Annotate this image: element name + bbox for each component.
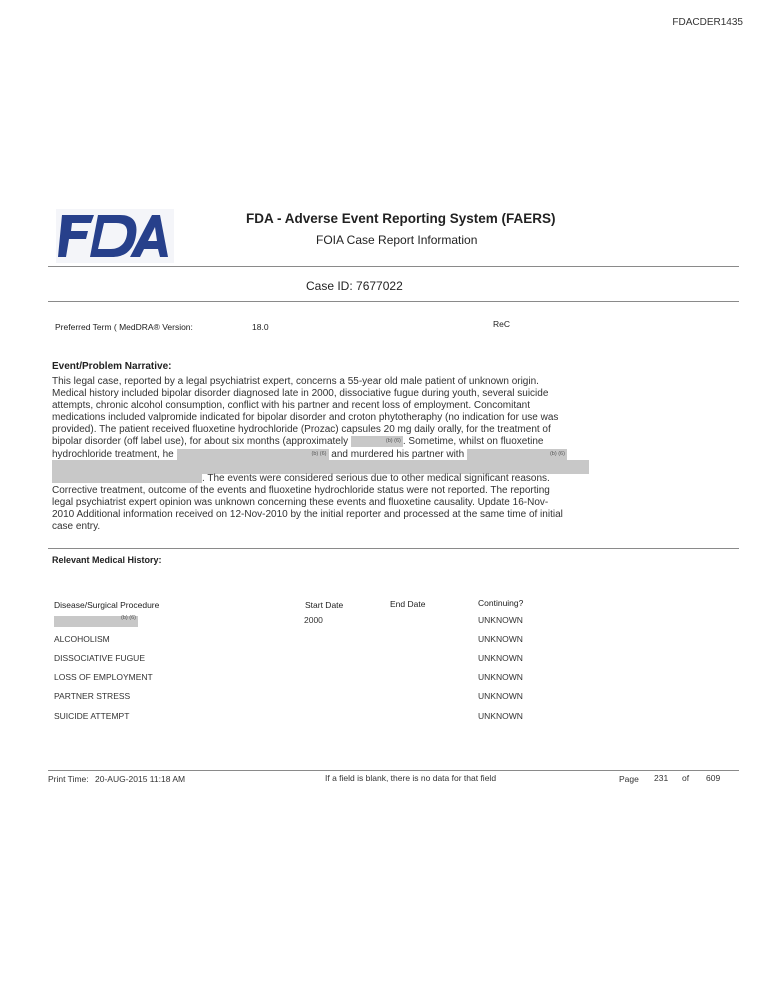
redaction-box: [351, 436, 403, 447]
case-id-value: 7677022: [356, 279, 403, 293]
narrative-line: [52, 473, 612, 485]
fda-logo: [56, 209, 174, 263]
table-row: [54, 672, 574, 686]
table-row: [54, 711, 574, 725]
col-continuing: Continuing?: [478, 598, 524, 608]
page-total: 609: [706, 773, 721, 783]
table-row: [54, 653, 574, 667]
disease-cell: LOSS OF EMPLOYMENT: [54, 672, 153, 682]
history-heading: Relevant Medical History:: [52, 555, 162, 565]
narrative-text-segment: hydrochloride treatment, he: [52, 448, 174, 460]
narrative-line: Corrective treatment, outcome of the events and fluoxetine hydrochloride status were not reported. The reporting: [52, 484, 550, 496]
redaction-tag: (b) (6): [121, 615, 136, 621]
continuing-cell: UNKNOWN: [478, 672, 523, 682]
narrative-line: [52, 436, 612, 448]
narrative-text: [52, 376, 612, 533]
narrative-divider: [48, 548, 739, 549]
meddra-version: 18.0: [252, 322, 269, 332]
print-time-label: Print Time:: [48, 774, 89, 784]
continuing-cell: UNKNOWN: [478, 615, 523, 625]
footer-divider: [48, 770, 739, 771]
start-date-cell: 2000: [304, 615, 323, 625]
case-id-label: Case ID:: [306, 279, 353, 293]
narrative-line: This legal case, reported by a legal psychiatrist expert, concerns a 55-year old male patient of unknown origin.: [52, 376, 539, 387]
narrative-line: case entry.: [52, 521, 101, 533]
table-row: [54, 691, 574, 705]
continuing-cell: UNKNOWN: [478, 691, 523, 701]
narrative-text-segment: . The events were considered serious due to other medical significant reasons.: [202, 472, 550, 484]
report-subtitle: FOIA Case Report Information: [316, 233, 478, 247]
disease-cell: SUICIDE ATTEMPT: [54, 711, 130, 721]
narrative-line: attempts, chronic alcohol consumption, conflict with his partner and recent loss of employment. Concomitant: [52, 400, 531, 412]
redaction-box: [52, 471, 202, 483]
preferred-term-label: Preferred Term ( MedDRA® Version:: [55, 322, 193, 332]
page-number: 231: [654, 773, 669, 783]
print-time: [48, 774, 185, 784]
narrative-text-segment: and murdered his partner with: [331, 448, 465, 460]
disease-cell: ALCOHOLISM: [54, 634, 110, 644]
redaction-box: [177, 449, 329, 460]
redaction-tag: (b) (6): [549, 450, 565, 457]
case-divider: [48, 301, 739, 302]
col-start-date: Start Date: [305, 600, 344, 610]
narrative-line: 2010 Additional information received on 12-Nov-2010 by the initial reporter and processed at the same time of initial: [52, 509, 563, 521]
redaction-tag: (b) (6): [385, 438, 401, 445]
table-row: [54, 634, 574, 648]
narrative-text-segment: . Sometime, whilst on fluoxetine: [402, 436, 544, 448]
disease-cell: PARTNER STRESS: [54, 691, 131, 701]
case-id: [306, 279, 403, 293]
page-label: Page: [619, 774, 639, 784]
redaction-box: [54, 616, 138, 627]
blank-field-note: If a field is blank, there is no data for that field: [325, 773, 497, 783]
disease-cell: DISSOCIATIVE FUGUE: [54, 653, 145, 663]
report-title: FDA - Adverse Event Reporting System (FAERS): [246, 211, 556, 226]
narrative-line: legal psychiatrist expert opinion was unknown concerning these events and fluoxetine causality. Update 16-Nov-: [52, 496, 549, 508]
continuing-cell: UNKNOWN: [478, 634, 523, 644]
continuing-cell: UNKNOWN: [478, 653, 523, 663]
header-divider: [48, 266, 739, 267]
narrative-text-segment: bipolar disorder (off label use), for about six months (approximately: [52, 436, 349, 448]
table-row: [54, 615, 574, 629]
col-end-date: End Date: [390, 599, 426, 609]
document-id: FDACDER1435: [672, 17, 743, 28]
continuing-cell: UNKNOWN: [478, 711, 523, 721]
narrative-line: medications included valpromide indicated for bipolar disorder and croton phytotheraphy (no indication for use was: [52, 412, 559, 424]
print-time-value: 20-AUG-2015 11:18 AM: [95, 774, 186, 784]
redaction-tag: (b) (6): [311, 450, 327, 457]
narrative-line: Medical history included bipolar disorder diagnosed late in 2000, dissociative fugue during youth, several suicide: [52, 388, 549, 400]
narrative-line: provided). The patient received fluoxetine hydrochloride (Prozac) capsules 20 mg daily orally, for the treatment of: [52, 424, 551, 436]
redaction-box: [467, 449, 567, 460]
of-label: of: [682, 773, 690, 783]
col-disease: Disease/Surgical Procedure: [54, 600, 160, 610]
narrative-heading: Event/Problem Narrative:: [52, 361, 172, 372]
rec-label: ReC: [493, 319, 511, 329]
